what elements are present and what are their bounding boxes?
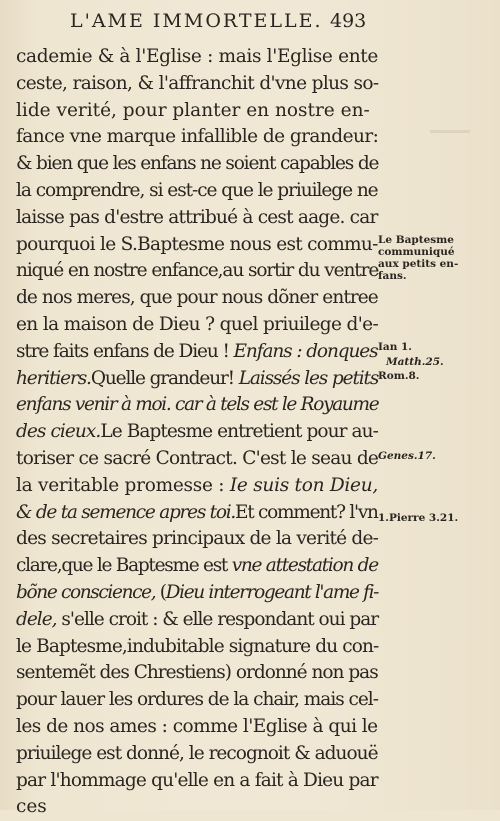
text-line (16, 768, 378, 795)
text-segment: la comprendre, si est-ce que le priuilege ne (16, 179, 378, 201)
text-line (16, 392, 378, 419)
scripture-reference: 1.Pierre 3.21. (378, 512, 459, 524)
text-segment: par l'hommage qu'elle en a fait à Dieu par (16, 769, 378, 791)
text-segment: ( (155, 581, 166, 603)
text-line (16, 794, 378, 821)
text-line (16, 553, 378, 580)
side-note: communiqué (378, 246, 455, 258)
text-segment: Le Baptesme entretient pour au- (100, 421, 378, 443)
italic-segment: dele, (16, 608, 57, 630)
italic-segment: & de ta semence apres toi. (16, 501, 236, 523)
side-note: fans. (378, 270, 407, 282)
text-line (16, 687, 378, 714)
italic-segment: bõne conscience, (16, 581, 156, 603)
text-segment: pour lauer les ordures de la chair, mais cel- (16, 689, 378, 711)
italic-segment: enfans venir à moi. car à tels est le Royaume (16, 394, 379, 416)
text-line (16, 500, 378, 527)
text-line (16, 124, 378, 151)
text-segment: s'elle croit : & elle respondant oui par (56, 608, 379, 630)
side-note: Le Baptesme (378, 234, 454, 246)
text-segment: clare,que le Baptesme est (16, 555, 232, 577)
body-text (16, 44, 378, 821)
text-segment: de nos meres, que pour nous dõner entree (16, 287, 378, 309)
text-line (16, 312, 378, 339)
text-line (16, 339, 378, 366)
side-note: aux petits en- (378, 258, 459, 270)
text-segment: ceste, raison, & l'affranchit d'vne plus so- (16, 72, 379, 94)
text-segment: la veritable promesse : (16, 474, 230, 496)
text-line (16, 446, 378, 473)
italic-segment: vne attestation de (231, 555, 378, 577)
text-line (16, 607, 378, 634)
page-number: 493 (330, 10, 367, 32)
running-head: L'AME IMMORTELLE. (70, 10, 323, 32)
text-segment: Et comment? l'vn (235, 501, 378, 523)
italic-segment: heritiers. (16, 367, 91, 389)
text-line (16, 98, 378, 125)
text-line (16, 232, 378, 259)
text-line (16, 741, 378, 768)
scripture-reference: Matth.25. (386, 356, 444, 368)
side-notes (376, 0, 500, 810)
text-line (16, 580, 378, 607)
text-line (16, 473, 378, 500)
text-line (16, 205, 378, 232)
italic-segment: des cieux. (16, 421, 101, 443)
text-line (16, 258, 378, 285)
bleed-through-mark (430, 130, 470, 133)
text-line (16, 285, 378, 312)
scripture-reference: Genes.17. (378, 450, 436, 462)
text-segment: sentemẽt des Chrestiens) ordonné non pas (16, 662, 378, 684)
text-line (16, 366, 378, 393)
text-segment: cademie & à l'Eglise : mais l'Eglise ente (16, 46, 378, 67)
text-line (16, 526, 378, 553)
text-segment: lide verité, pour planter en nostre en- (16, 99, 370, 121)
text-segment: les de nos ames : comme l'Eglise à qui le (16, 715, 378, 737)
text-segment: toriser ce sacré Contract. C'est le seau de (16, 447, 379, 469)
text-line (16, 178, 378, 205)
italic-segment: Ie suis ton Dieu, (229, 474, 378, 496)
text-segment: Quelle grandeur! (90, 367, 239, 389)
text-segment: pourquoi le S.Baptesme nous est commu- (16, 233, 378, 255)
text-line (16, 151, 378, 178)
text-line (16, 419, 378, 446)
text-line (16, 71, 378, 98)
text-segment: des secretaires principaux de la verité de- (16, 528, 379, 550)
text-line (16, 44, 378, 71)
text-segment: stre faits enfans de Dieu ! (16, 340, 234, 362)
scripture-reference: Rom.8. (378, 370, 420, 382)
text-segment: laisse pas d'estre attribué à cest aage. car (16, 206, 378, 228)
text-segment: fance vne marque infallible de grandeur: (16, 126, 379, 148)
text-line (16, 660, 378, 687)
text-line (16, 634, 378, 661)
text-segment: & bien que les enfans ne soient capables de (16, 153, 379, 175)
text-line (16, 714, 378, 741)
text-segment: ces (16, 796, 47, 818)
text-segment: le Baptesme,indubitable signature du con- (16, 635, 379, 657)
scripture-reference: Ian 1. (378, 341, 412, 353)
italic-segment: Dieu interrogeant l'ame fi- (165, 581, 379, 603)
text-segment: niqué en nostre enfance,au sortir du ventre (16, 260, 379, 282)
text-segment: priuilege est donné, le recognoit & aduouë (16, 742, 378, 764)
italic-segment: Enfans : donques (233, 340, 378, 362)
italic-segment: Laissés les petits (238, 367, 379, 389)
text-segment: en la maison de Dieu ? quel priuilege d'e- (16, 313, 379, 335)
